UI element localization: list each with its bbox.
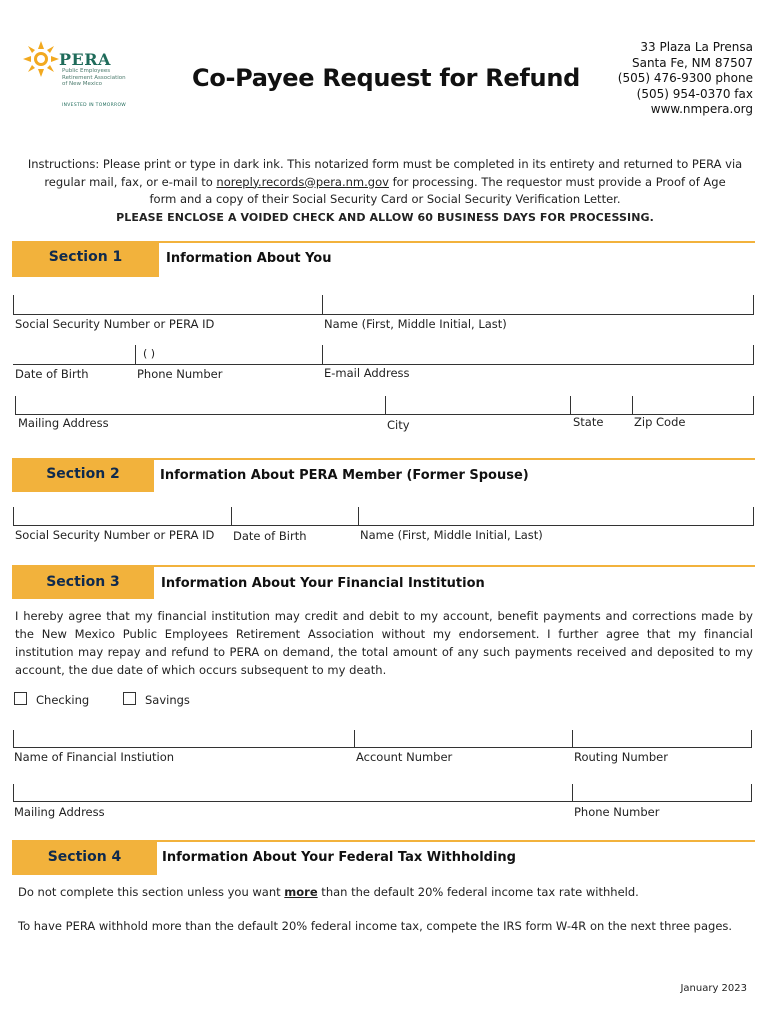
instructions-line-3: form and a copy of their Social Security Card or Social Security Verification Letter. (149, 192, 621, 206)
address-street: 33 Plaza La Prensa (640, 40, 753, 54)
s1-name-label: Name (First, Middle Initial, Last) (324, 317, 507, 331)
checking-checkbox[interactable] (14, 692, 27, 705)
pera-logo (22, 40, 132, 112)
s3-phone-label: Phone Number (574, 805, 660, 819)
s3-mailing-label: Mailing Address (14, 805, 105, 819)
s2-member-line[interactable] (13, 525, 754, 526)
section-2-title: Information About PERA Member (Former Spouse) (160, 468, 529, 483)
s1-phone-area-code: ( ) (143, 347, 156, 360)
s1-phone-label: Phone Number (137, 367, 223, 381)
s2-name-label: Name (First, Middle Initial, Last) (360, 528, 543, 542)
section-2-label: Section 2 (46, 466, 120, 482)
section-1-title: Information About You (166, 251, 332, 266)
s1-ssn-name-line[interactable] (13, 314, 754, 315)
logo-subtitle: Public Employees Retirement Association of New Mexico (62, 68, 126, 87)
s1-city-label: City (387, 418, 410, 432)
s1-mailing-label: Mailing Address (18, 416, 109, 430)
s3-mailing-line[interactable] (13, 801, 752, 802)
s1-state-label: State (573, 415, 604, 429)
logo-tagline: INVESTED IN TOMORROW (62, 103, 127, 108)
checking-label: Checking (36, 693, 90, 707)
savings-checkbox[interactable] (123, 692, 136, 705)
page-title: Co-Payee Request for Refund (192, 64, 581, 92)
address-city: Santa Fe, NM 87507 (631, 55, 753, 70)
s1-ssn-label: Social Security Number or PERA ID (15, 317, 215, 331)
s1-dob-label: Date of Birth (15, 367, 89, 381)
address-website[interactable]: www.nmpera.org (650, 102, 753, 116)
s2-dob-label: Date of Birth (233, 529, 307, 543)
s4-instruction-1: Do not complete this section unless you want more than the default 20% federal income tax rate withheld. (18, 885, 639, 899)
s2-ssn-label: Social Security Number or PERA ID (15, 528, 215, 542)
section-3-title: Information About Your Financial Institution (161, 576, 485, 591)
records-email-link[interactable]: noreply.records@pera.nm.gov (216, 174, 389, 189)
s4-emphasis-more: more (284, 885, 318, 899)
section-1-label: Section 1 (48, 249, 123, 265)
s3-institution-label: Name of Financial Instiution (14, 750, 175, 764)
s3-account-label: Account Number (356, 750, 453, 764)
s1-zip-label: Zip Code (634, 415, 686, 429)
address-phone: (505) 476-9300 phone (617, 71, 753, 85)
section-4-label: Section 4 (47, 849, 122, 865)
section-4-title: Information About Your Federal Tax Withholding (162, 850, 516, 865)
savings-label: Savings (145, 693, 190, 707)
logo-wordmark: PERA (59, 50, 111, 69)
office-address (618, 40, 753, 118)
address-fax: (505) 954-0370 fax (636, 86, 753, 101)
s1-email-label: E-mail Address (324, 366, 410, 380)
s3-institution-line[interactable] (13, 747, 752, 748)
instructions-notice: PLEASE ENCLOSE A VOIDED CHECK AND ALLOW 60 BUSINESS DAYS FOR PROCESSING. (116, 210, 654, 224)
sun-icon (22, 40, 60, 78)
footer-date: January 2023 (680, 983, 747, 994)
section-3-label: Section 3 (46, 574, 120, 590)
s3-routing-label: Routing Number (574, 750, 668, 764)
s1-dob-phone-email-line[interactable] (13, 364, 754, 365)
instructions-line-2: regular mail, fax, or e-mail to noreply.records@pera.nm.gov for processing. The requestor must provide a Proof of Age (44, 174, 726, 189)
s3-agreement-text: I hereby agree that my financial institution may credit and debit to my account, benefit payments and corrections made by the New Mexico Public Employees Retirement Association without my endorsement. I further agree that my financial institution may repay and refund to PERA on demand, the total amount of any such payments received and deposited to my account, the due date of which occurs subsequent to my death. (15, 609, 753, 677)
instructions (20, 156, 750, 226)
s4-instruction-2: To have PERA withhold more than the default 20% federal income tax, compete the IRS form W-4R on the next three pages. (18, 919, 733, 933)
instructions-line-1: Instructions: Please print or type in dark ink. This notarized form must be completed in its entirety and returned to PERA via (27, 157, 743, 171)
